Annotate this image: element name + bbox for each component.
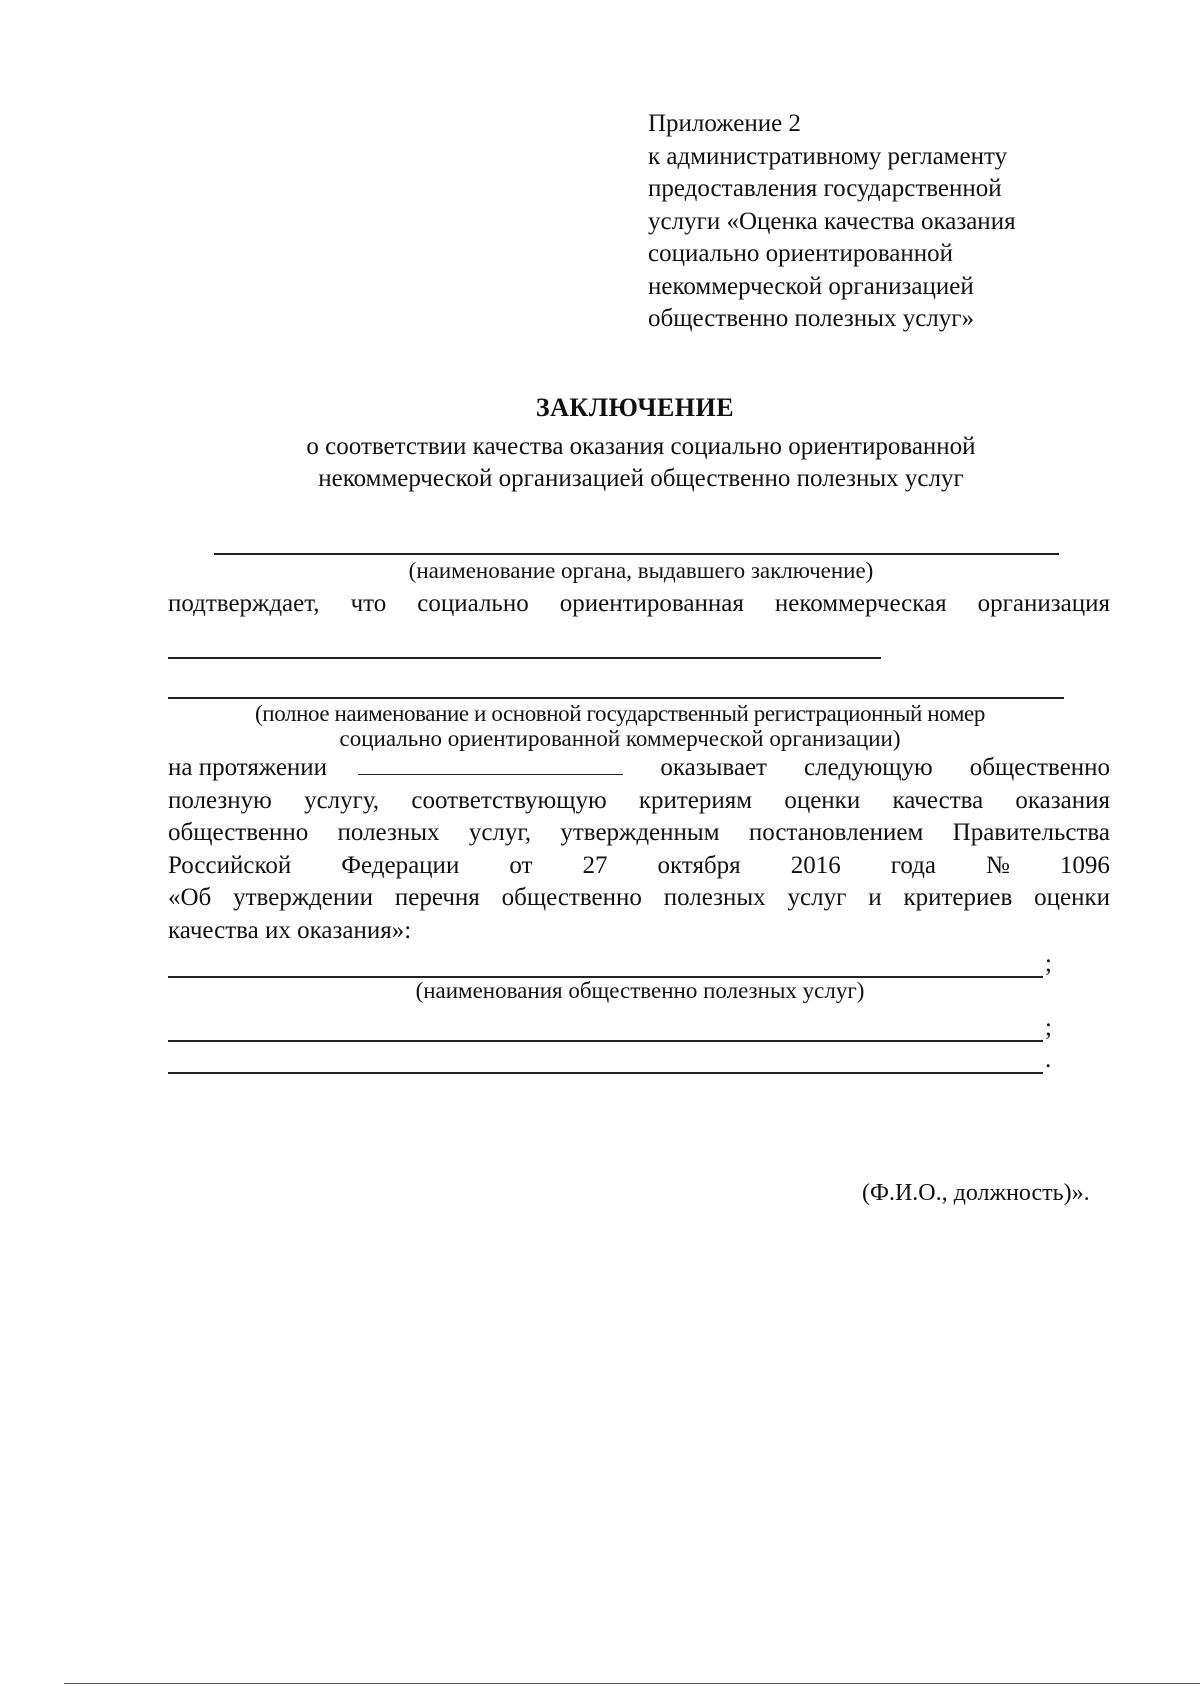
word: услуг,: [468, 819, 532, 846]
body-line-2: [168, 785, 1110, 818]
issuer-blank-line: [214, 553, 1059, 555]
document-subtitle: [0, 431, 1200, 495]
word: Правительства: [952, 819, 1110, 846]
body-line-5: [168, 882, 1110, 915]
word: Федерации: [341, 851, 460, 879]
word: критериям: [638, 786, 753, 814]
word: оценки: [784, 786, 861, 814]
word: 27: [582, 851, 608, 879]
word: услугу,: [304, 786, 380, 814]
word: перечня: [394, 884, 480, 911]
annex-header: [648, 108, 1108, 336]
body-line-6: качества их оказания»:: [168, 916, 412, 944]
annex-line: социально ориентированной: [648, 240, 954, 267]
annex-line: услуги «Оценка качества оказания: [648, 207, 1016, 235]
word: общественно: [168, 819, 309, 846]
confirms-line: [168, 590, 1110, 618]
subtitle-line: о соответствии качества оказания социально ориентированной: [306, 433, 976, 460]
word: утверждении: [233, 884, 374, 911]
word: критериев: [903, 884, 1013, 911]
org-blank-line-2: [168, 697, 1064, 699]
word: соответствующую: [411, 786, 607, 814]
word: 1096: [1059, 851, 1110, 879]
word: и: [868, 884, 882, 911]
annex-line: общественно полезных услуг»: [648, 305, 975, 332]
signature-caption: (Ф.И.О., должность)».: [862, 1180, 1090, 1206]
word: октября: [657, 851, 741, 879]
word: года: [890, 851, 936, 879]
period-blank: [358, 752, 623, 775]
word: организация: [977, 590, 1110, 617]
word: социально: [417, 590, 529, 617]
semicolon-mark: ;: [1045, 1014, 1052, 1041]
word: общественно: [501, 884, 642, 911]
service-blank-line-2: [168, 1040, 1043, 1042]
word: что: [350, 590, 387, 617]
word: ориентированная: [559, 590, 744, 617]
org-caption-line2: социально ориентированной коммерческой организации): [339, 726, 901, 751]
word: Российской: [168, 851, 292, 879]
word: качества: [892, 786, 984, 814]
period-text: на протяжении: [168, 752, 623, 785]
word: «Об: [168, 884, 212, 911]
footer-rule: [64, 1683, 1200, 1684]
word: №: [986, 851, 1010, 879]
document-title: ЗАКЛЮЧЕНИЕ: [535, 393, 735, 422]
word: утвержденным: [560, 819, 720, 846]
word: полезных: [337, 819, 440, 846]
word: услуг: [787, 884, 847, 911]
word: оказывает: [660, 754, 767, 781]
issuer-caption: (наименование органа, выдавшего заключение): [408, 558, 874, 583]
period-mark: .: [1045, 1046, 1052, 1073]
org-caption-line1: (полное наименование и основной государственный регистрационный номер: [255, 701, 985, 726]
word: постановлением: [748, 819, 924, 846]
body-line-1: [168, 752, 1110, 785]
annex-line: предоставления государственной: [648, 175, 1002, 202]
word: оказания: [1015, 786, 1110, 814]
word: оценки: [1034, 884, 1110, 911]
annex-line: к административному регламенту: [648, 142, 1008, 170]
org-blank-line-1: [168, 657, 881, 659]
word: полезную: [168, 786, 272, 814]
services-caption: (наименования общественно полезных услуг): [415, 978, 865, 1003]
word: следующую: [804, 754, 933, 781]
annex-line: некоммерческой организацией: [648, 272, 974, 300]
body-line-3: [168, 817, 1110, 850]
word: некоммерческая: [774, 590, 947, 617]
word: полезных: [663, 884, 766, 911]
word: 2016: [790, 851, 841, 879]
service-blank-line-3: [168, 1072, 1043, 1074]
semicolon-mark: ;: [1045, 950, 1052, 977]
word: от: [509, 851, 533, 879]
word: общественно: [969, 754, 1110, 781]
body-line-4: [168, 850, 1110, 883]
subtitle-line: некоммерческой организацией общественно полезных услуг: [318, 465, 964, 492]
body-paragraph: [168, 752, 1110, 947]
annex-line: Приложение 2: [648, 110, 801, 137]
word: подтверждает,: [168, 590, 320, 617]
